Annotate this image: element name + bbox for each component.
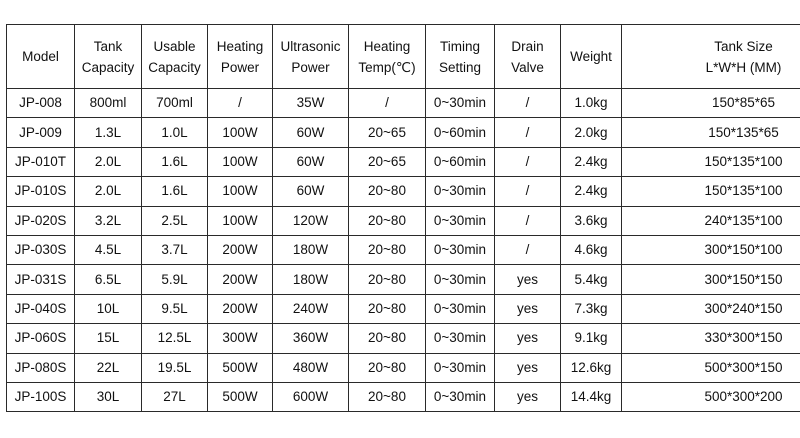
cell-tank-capacity: 4.5L	[75, 235, 142, 264]
cell-tank-size: 500*300*150	[622, 353, 800, 382]
cell-model: JP-080S	[7, 353, 75, 382]
header-line: Power	[220, 59, 260, 75]
cell-model: JP-060S	[7, 324, 75, 353]
header-line: Heating	[363, 38, 411, 54]
cell-heating-power: 100W	[208, 118, 273, 147]
cell-heating-power: 500W	[208, 382, 273, 411]
header-line: Setting	[438, 59, 482, 75]
cell-drain-valve: /	[495, 147, 561, 176]
cell-usable-capacity: 27L	[142, 382, 208, 411]
cell-ultrasonic-power: 60W	[273, 177, 349, 206]
header-line: Usable	[153, 38, 196, 54]
cell-tank-size: 330*300*150	[622, 324, 800, 353]
table-row	[7, 147, 800, 176]
header-line: Capacity	[148, 59, 201, 75]
header-timing-setting	[426, 25, 495, 89]
cell-timing-setting: 0~30min	[426, 206, 495, 235]
cell-heating-power: 100W	[208, 147, 273, 176]
cell-weight: 12.6kg	[561, 353, 622, 382]
cell-tank-capacity: 2.0L	[75, 147, 142, 176]
cell-ultrasonic-power: 180W	[273, 265, 349, 294]
cell-ultrasonic-power: 240W	[273, 294, 349, 323]
cell-timing-setting: 0~30min	[426, 324, 495, 353]
cell-drain-valve: /	[495, 177, 561, 206]
cell-ultrasonic-power: 600W	[273, 382, 349, 411]
cell-model: JP-020S	[7, 206, 75, 235]
table-row	[7, 324, 800, 353]
cell-heating-temp: 20~65	[349, 147, 426, 176]
cell-timing-setting: 0~30min	[426, 177, 495, 206]
cell-timing-setting: 0~30min	[426, 353, 495, 382]
cell-weight: 1.0kg	[561, 89, 622, 118]
header-line: L*W*H (MM)	[705, 59, 782, 75]
cell-usable-capacity: 1.6L	[142, 147, 208, 176]
cell-heating-temp: 20~65	[349, 118, 426, 147]
cell-drain-valve: /	[495, 206, 561, 235]
cell-weight: 2.0kg	[561, 118, 622, 147]
header-line: Ultrasonic	[280, 38, 341, 54]
cell-usable-capacity: 2.5L	[142, 206, 208, 235]
header-heating-temp	[349, 25, 426, 89]
cell-usable-capacity: 1.6L	[142, 177, 208, 206]
cell-usable-capacity: 700ml	[142, 89, 208, 118]
cell-weight: 2.4kg	[561, 177, 622, 206]
cell-tank-capacity: 6.5L	[75, 265, 142, 294]
table-header	[7, 25, 800, 89]
header-line: Heating	[216, 38, 264, 54]
table-row	[7, 177, 800, 206]
table-row	[7, 294, 800, 323]
header-ultrasonic-power	[273, 25, 349, 89]
header-line: Weight	[570, 49, 612, 64]
header-line: Drain	[511, 38, 544, 54]
table-body	[7, 89, 800, 412]
cell-tank-size: 500*300*200	[622, 382, 800, 411]
cell-tank-capacity: 800ml	[75, 89, 142, 118]
cell-heating-power: /	[208, 89, 273, 118]
cell-weight: 14.4kg	[561, 382, 622, 411]
cell-heating-power: 100W	[208, 177, 273, 206]
cell-tank-capacity: 10L	[75, 294, 142, 323]
cell-heating-power: 100W	[208, 206, 273, 235]
table-row	[7, 265, 800, 294]
cell-model: JP-031S	[7, 265, 75, 294]
cell-drain-valve: yes	[495, 265, 561, 294]
cell-drain-valve: /	[495, 118, 561, 147]
cell-timing-setting: 0~30min	[426, 265, 495, 294]
cell-heating-power: 200W	[208, 265, 273, 294]
cell-drain-valve: yes	[495, 324, 561, 353]
header-line: Valve	[511, 59, 544, 75]
header-line: Timing	[439, 38, 480, 54]
cell-heating-temp: 20~80	[349, 206, 426, 235]
cell-usable-capacity: 9.5L	[142, 294, 208, 323]
cell-heating-temp: 20~80	[349, 265, 426, 294]
cell-ultrasonic-power: 60W	[273, 118, 349, 147]
header-line: Temp(℃)	[358, 59, 416, 75]
header-usable-capacity	[142, 25, 208, 89]
cell-heating-power: 300W	[208, 324, 273, 353]
cell-model: JP-010S	[7, 177, 75, 206]
header-weight	[561, 25, 622, 89]
cell-weight: 2.4kg	[561, 147, 622, 176]
cell-timing-setting: 0~30min	[426, 294, 495, 323]
cell-tank-capacity: 2.0L	[75, 177, 142, 206]
cell-ultrasonic-power: 180W	[273, 235, 349, 264]
cell-tank-capacity: 3.2L	[75, 206, 142, 235]
cell-ultrasonic-power: 60W	[273, 147, 349, 176]
header-tank-size	[622, 25, 800, 89]
cell-heating-temp: 20~80	[349, 353, 426, 382]
header-line: Power	[291, 59, 330, 75]
table-row	[7, 206, 800, 235]
cell-tank-capacity: 15L	[75, 324, 142, 353]
cell-tank-size: 150*135*65	[622, 118, 800, 147]
cell-tank-size: 300*240*150	[622, 294, 800, 323]
cell-model: JP-010T	[7, 147, 75, 176]
cell-tank-size: 300*150*150	[622, 265, 800, 294]
header-heating-power	[208, 25, 273, 89]
cell-usable-capacity: 12.5L	[142, 324, 208, 353]
cell-heating-temp: 20~80	[349, 294, 426, 323]
cell-heating-temp: 20~80	[349, 382, 426, 411]
cell-ultrasonic-power: 35W	[273, 89, 349, 118]
cell-ultrasonic-power: 120W	[273, 206, 349, 235]
cell-tank-capacity: 30L	[75, 382, 142, 411]
cell-timing-setting: 0~60min	[426, 118, 495, 147]
cell-ultrasonic-power: 480W	[273, 353, 349, 382]
cell-model: JP-008	[7, 89, 75, 118]
cell-heating-power: 200W	[208, 235, 273, 264]
table-row	[7, 89, 800, 118]
cell-usable-capacity: 19.5L	[142, 353, 208, 382]
cell-model: JP-100S	[7, 382, 75, 411]
cell-weight: 3.6kg	[561, 206, 622, 235]
cell-drain-valve: /	[495, 89, 561, 118]
cell-drain-valve: yes	[495, 353, 561, 382]
header-line: Capacity	[81, 59, 135, 75]
cell-heating-temp: 20~80	[349, 324, 426, 353]
cell-tank-capacity: 1.3L	[75, 118, 142, 147]
header-row	[7, 25, 800, 89]
cell-tank-size: 150*85*65	[622, 89, 800, 118]
cell-weight: 7.3kg	[561, 294, 622, 323]
header-line: Model	[22, 49, 59, 64]
cell-heating-temp: /	[349, 89, 426, 118]
cell-tank-size: 240*135*100	[622, 206, 800, 235]
cell-timing-setting: 0~30min	[426, 235, 495, 264]
cell-usable-capacity: 5.9L	[142, 265, 208, 294]
cell-tank-capacity: 22L	[75, 353, 142, 382]
cell-model: JP-030S	[7, 235, 75, 264]
cell-usable-capacity: 1.0L	[142, 118, 208, 147]
cell-drain-valve: /	[495, 235, 561, 264]
header-line: Tank	[93, 38, 123, 54]
table-row	[7, 382, 800, 411]
cell-heating-temp: 20~80	[349, 177, 426, 206]
cell-ultrasonic-power: 360W	[273, 324, 349, 353]
cell-drain-valve: yes	[495, 294, 561, 323]
spec-table	[6, 24, 800, 412]
table-row	[7, 118, 800, 147]
cell-heating-power: 500W	[208, 353, 273, 382]
cell-drain-valve: yes	[495, 382, 561, 411]
cell-timing-setting: 0~30min	[426, 89, 495, 118]
cell-heating-power: 200W	[208, 294, 273, 323]
cell-tank-size: 300*150*100	[622, 235, 800, 264]
header-tank-capacity	[75, 25, 142, 89]
header-drain-valve	[495, 25, 561, 89]
cell-weight: 4.6kg	[561, 235, 622, 264]
cell-timing-setting: 0~30min	[426, 382, 495, 411]
cell-usable-capacity: 3.7L	[142, 235, 208, 264]
header-line: Tank Size	[714, 38, 773, 54]
table-row	[7, 235, 800, 264]
cell-tank-size: 150*135*100	[622, 177, 800, 206]
cell-model: JP-040S	[7, 294, 75, 323]
cell-tank-size: 150*135*100	[622, 147, 800, 176]
cell-heating-temp: 20~80	[349, 235, 426, 264]
cell-model: JP-009	[7, 118, 75, 147]
cell-weight: 9.1kg	[561, 324, 622, 353]
header-model	[7, 25, 75, 89]
table-row	[7, 353, 800, 382]
cell-timing-setting: 0~60min	[426, 147, 495, 176]
cell-weight: 5.4kg	[561, 265, 622, 294]
